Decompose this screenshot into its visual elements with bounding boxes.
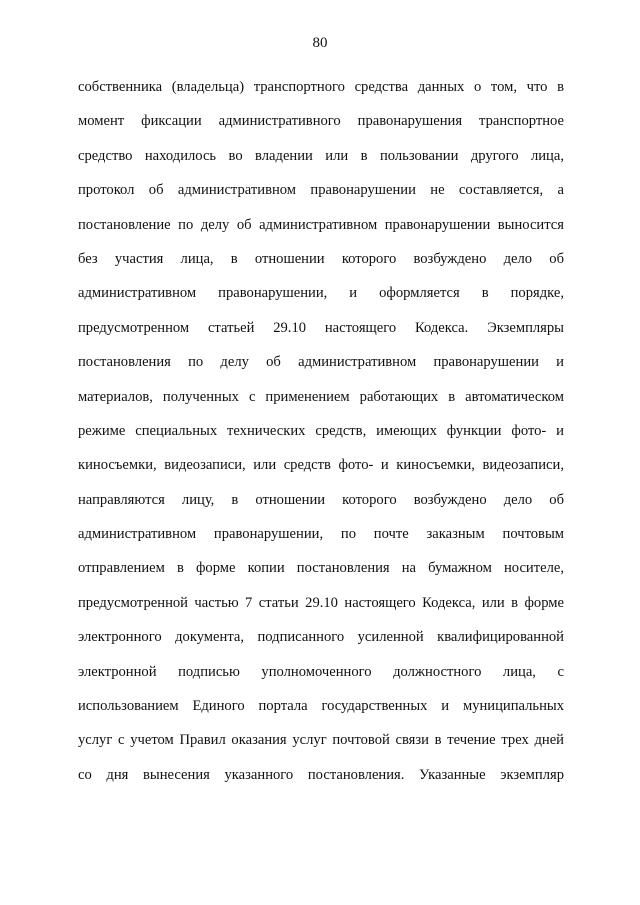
text-line: без участия лица, в отношении которого возбуждено дело об	[78, 250, 564, 267]
text-line: предусмотренном статьей 29.10 настоящего Кодекса. Экземпляры	[78, 319, 564, 336]
text-line: режиме специальных технических средств, имеющих функции фото- и	[78, 422, 564, 439]
text-line: электронной подписью уполномоченного должностного лица, с	[78, 663, 564, 680]
page-number: 80	[312, 35, 328, 51]
text-line: собственника (владельца) транспортного средства данных о том, что в	[78, 79, 564, 95]
text-line: административном правонарушении, по почте заказным почтовым	[78, 526, 564, 543]
text-line: электронного документа, подписанного усиленной квалифицированной	[78, 629, 564, 646]
text-line: услуг с учетом Правил оказания услуг почтовой связи в течение трех дней	[78, 732, 564, 749]
text-line: предусмотренной частью 7 статьи 29.10 настоящего Кодекса, или в форме	[78, 594, 564, 611]
body-text	[78, 70, 564, 792]
text-line: административном правонарушении, и оформляется в порядке,	[78, 285, 564, 302]
text-line: направляются лицу, в отношении которого возбуждено дело об	[78, 491, 564, 508]
text-line: постановление по делу об административном правонарушении выносится	[78, 216, 564, 233]
text-line: средство находилось во владении или в пользовании другого лица,	[78, 147, 564, 164]
text-line: постановления по делу об административном правонарушении и	[78, 354, 564, 371]
text-line: материалов, полученных с применением работающих в автоматическом	[78, 388, 564, 405]
text-line: протокол об административном правонарушении не составляется, а	[78, 182, 564, 199]
text-line: со дня вынесения указанного постановления. Указанные экземпляр	[78, 766, 564, 783]
text-line: использованием Единого портала государственных и муниципальных	[78, 698, 564, 715]
text-line: киносъемки, видеозаписи, или средств фото- и киносъемки, видеозаписи,	[78, 457, 564, 474]
text-line: момент фиксации административного правонарушения транспортное	[78, 113, 564, 130]
text-line: отправлением в форме копии постановления на бумажном носителе,	[78, 560, 564, 577]
